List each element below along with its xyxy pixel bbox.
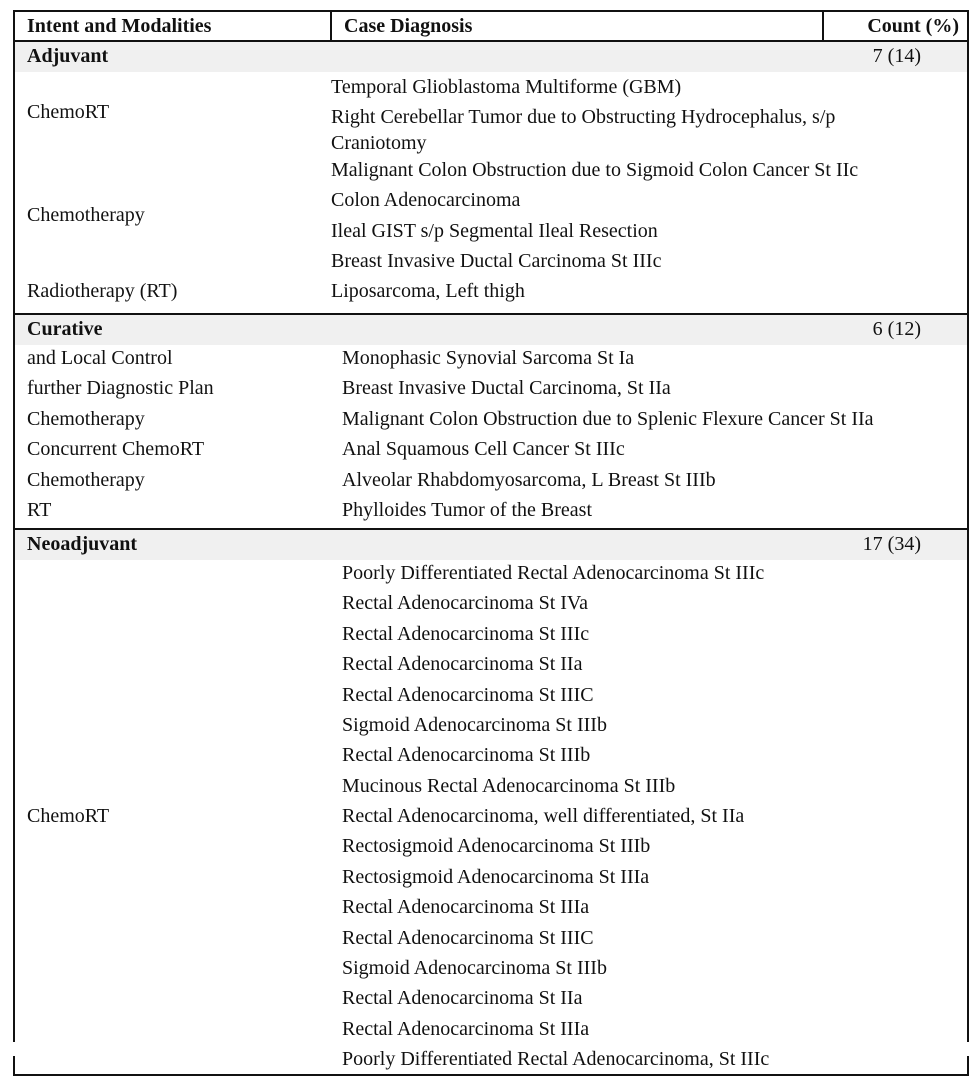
case-table bbox=[13, 10, 969, 1076]
diagnosis-line: Rectal Adenocarcinoma St IIIc bbox=[342, 623, 590, 645]
modality-label: Chemotherapy bbox=[27, 408, 145, 430]
diagnosis-line: Monophasic Synovial Sarcoma St Ia bbox=[342, 347, 635, 369]
modality-label: and Local Control bbox=[27, 347, 173, 369]
section-rows bbox=[15, 345, 967, 529]
diagnosis-line: Rectosigmoid Adenocarcinoma St IIIb bbox=[342, 835, 651, 857]
diagnosis-line: Rectal Adenocarcinoma, well differentiated, St IIa bbox=[342, 805, 745, 827]
section-adjuvant bbox=[15, 42, 967, 316]
diagnosis-line: Malignant Colon Obstruction due to Splenic Flexure Cancer St IIa bbox=[342, 408, 874, 430]
diagnosis-line: Rectal Adenocarcinoma St IIIC bbox=[342, 684, 594, 706]
diagnosis-line: Poorly Differentiated Rectal Adenocarcinoma, St IIIc bbox=[342, 1048, 770, 1070]
section-band bbox=[15, 530, 967, 560]
section-count: 17 (34) bbox=[862, 533, 921, 555]
diagnosis-line: Malignant Colon Obstruction due to Sigmoid Colon Cancer St IIc bbox=[331, 159, 859, 181]
diagnosis-line: Rectal Adenocarcinoma St IIIC bbox=[342, 927, 594, 949]
section-rows bbox=[15, 72, 967, 316]
diagnosis-line: Right Cerebellar Tumor due to Obstructing Hydrocephalus, s/p bbox=[331, 106, 836, 128]
diagnosis-line: Rectal Adenocarcinoma St IIIa bbox=[342, 1018, 590, 1040]
diagnosis-line: Rectal Adenocarcinoma St IVa bbox=[342, 592, 589, 614]
diagnosis-line: Rectal Adenocarcinoma St IIIa bbox=[342, 896, 590, 918]
diagnosis-line: Colon Adenocarcinoma bbox=[331, 189, 521, 211]
diagnosis-line: Phylloides Tumor of the Breast bbox=[342, 499, 593, 521]
section-title: Neoadjuvant bbox=[27, 533, 138, 555]
diagnosis-line: Anal Squamous Cell Cancer St IIIc bbox=[342, 438, 625, 460]
section-curative bbox=[15, 315, 967, 529]
diagnosis-line: Rectal Adenocarcinoma St IIa bbox=[342, 653, 583, 675]
section-neoadjuvant bbox=[15, 530, 967, 1076]
table-header bbox=[15, 12, 967, 42]
diagnosis-line: Sigmoid Adenocarcinoma St IIIb bbox=[342, 957, 607, 979]
diagnosis-line: Alveolar Rhabdomyosarcoma, L Breast St IIIb bbox=[342, 469, 716, 491]
modality-label: further Diagnostic Plan bbox=[27, 377, 214, 399]
modality-label: Chemotherapy bbox=[27, 469, 145, 491]
diagnosis-line: Breast Invasive Ductal Carcinoma St IIIc bbox=[331, 250, 662, 272]
diagnosis-line: Breast Invasive Ductal Carcinoma, St IIa bbox=[342, 377, 671, 399]
modality-label: Chemotherapy bbox=[27, 204, 145, 226]
section-rows bbox=[15, 560, 967, 1076]
header-count: Count (%) bbox=[867, 15, 959, 37]
diagnosis-line: Rectosigmoid Adenocarcinoma St IIIa bbox=[342, 866, 650, 888]
diagnosis-line: Craniotomy bbox=[331, 132, 427, 154]
modality-label: Radiotherapy (RT) bbox=[27, 280, 178, 302]
modality-label: RT bbox=[27, 499, 52, 521]
diagnosis-line: Rectal Adenocarcinoma St IIa bbox=[342, 987, 583, 1009]
header-intent: Intent and Modalities bbox=[15, 12, 332, 40]
diagnosis-line: Temporal Glioblastoma Multiforme (GBM) bbox=[331, 76, 682, 98]
diagnosis-line: Mucinous Rectal Adenocarcinoma St IIIb bbox=[342, 775, 676, 797]
section-count: 7 (14) bbox=[872, 45, 921, 67]
diagnosis-line: Poorly Differentiated Rectal Adenocarcinoma St IIIc bbox=[342, 562, 765, 584]
modality-label: ChemoRT bbox=[27, 805, 110, 827]
section-title: Adjuvant bbox=[27, 45, 109, 67]
modality-label: Concurrent ChemoRT bbox=[27, 438, 205, 460]
diagnosis-line: Liposarcoma, Left thigh bbox=[331, 280, 525, 302]
section-title: Curative bbox=[27, 318, 103, 340]
section-band bbox=[15, 42, 967, 72]
section-count: 6 (12) bbox=[872, 318, 921, 340]
section-band bbox=[15, 315, 967, 345]
diagnosis-line: Ileal GIST s/p Segmental Ileal Resection bbox=[331, 220, 658, 242]
header-diagnosis: Case Diagnosis bbox=[332, 12, 824, 40]
diagnosis-line: Rectal Adenocarcinoma St IIIb bbox=[342, 744, 591, 766]
modality-label: ChemoRT bbox=[27, 101, 110, 123]
diagnosis-line: Sigmoid Adenocarcinoma St IIIb bbox=[342, 714, 607, 736]
